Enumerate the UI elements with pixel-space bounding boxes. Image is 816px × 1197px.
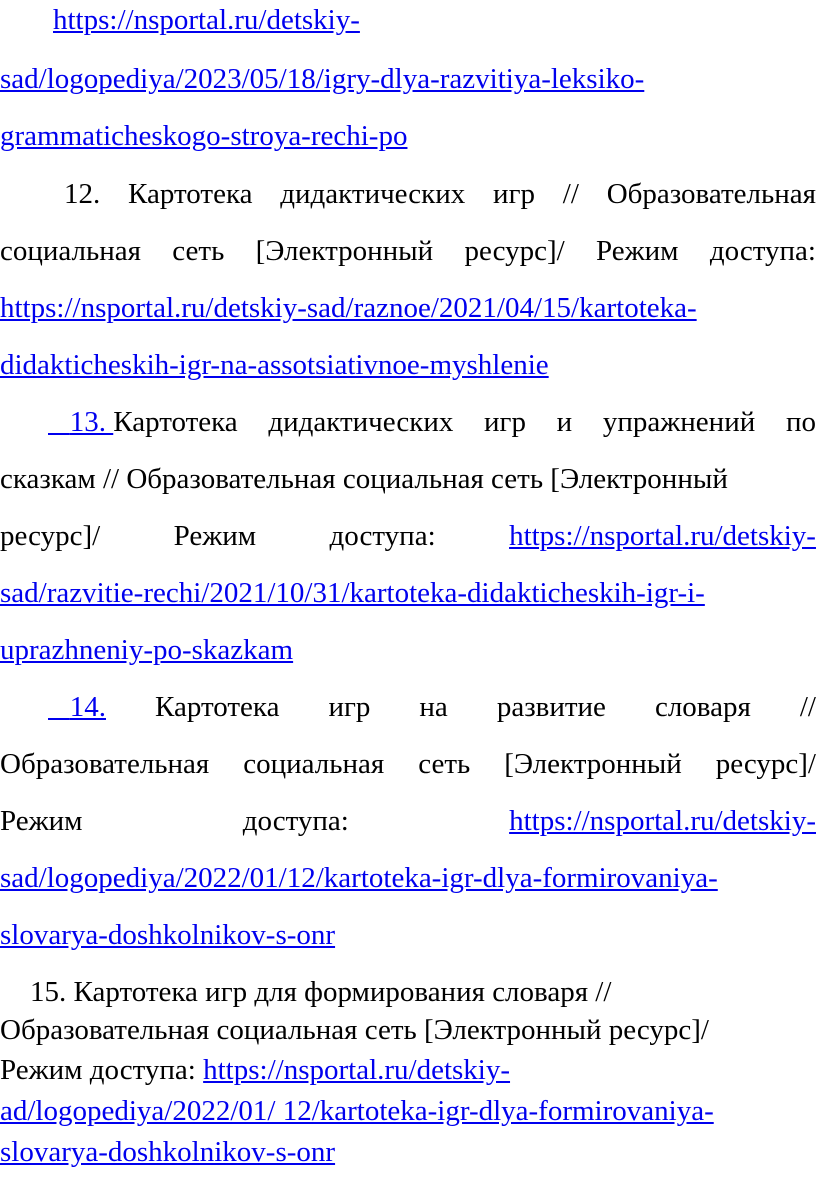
ref14-word: ресурс]/ xyxy=(715,748,816,780)
ref14-line-1 xyxy=(0,689,816,725)
ref15-line-3 xyxy=(0,1052,816,1088)
ref14-word: Образовательная xyxy=(0,748,210,780)
ref11-link-part-3[interactable]: grammaticheskogo-stroya-rechi-po xyxy=(0,120,408,152)
ref13-number: 13. xyxy=(69,406,106,438)
ref14-line-3 xyxy=(0,803,816,839)
ref15-line-1 xyxy=(0,974,816,1010)
ref12-link-part-1[interactable]: https://nsportal.ru/detskiy-sad/raznoe/2021/04/15/kartoteka- xyxy=(0,292,697,324)
ref12-url-line-2 xyxy=(0,347,816,383)
ref15-link-part-3[interactable]: slovarya-doshkolnikov-s-onr xyxy=(0,1136,336,1168)
ref12-word: социальная xyxy=(0,235,141,267)
ref14-word: развитие xyxy=(496,691,606,723)
ref13-url-line-2 xyxy=(0,575,816,611)
ref13-word: по xyxy=(785,406,816,438)
ref14-word: игр xyxy=(328,691,371,723)
ref13-text: сказкам // Образовательная социальная сеть [Электронный xyxy=(0,463,728,495)
ref13-word: дидактических xyxy=(268,406,454,438)
ref14-url-line-3 xyxy=(0,917,816,953)
ref14-link-part-2[interactable]: sad/logopediya/2022/01/12/kartoteka-igr-dlya-formirovaniya- xyxy=(0,862,718,894)
ref13-url-line-3 xyxy=(0,632,816,668)
ref15-url-line-3 xyxy=(0,1134,816,1170)
ref12-line-1 xyxy=(0,176,816,212)
ref13-number-group: 13. Картотека xyxy=(48,404,238,440)
ref12-word: // xyxy=(562,178,579,210)
ref12-word: доступа: xyxy=(709,235,816,267)
ref11-url-line-1 xyxy=(0,2,816,38)
ref13-line-3 xyxy=(0,518,816,554)
ref11-link-part-1[interactable]: https://nsportal.ru/detskiy- xyxy=(53,4,360,36)
ref11-url-line-3 xyxy=(0,118,816,154)
ref15-line-2 xyxy=(0,1012,816,1048)
ref12-word: [Электронный xyxy=(255,235,434,267)
ref15-link-part-1[interactable]: https://nsportal.ru/detskiy- xyxy=(203,1054,511,1086)
ref14-word: сеть xyxy=(418,748,471,780)
ref14-word: доступа: xyxy=(242,805,349,837)
ref12-link-part-2[interactable]: didakticheskih-igr-na-assotsiativnoe-myshlenie xyxy=(0,349,549,381)
ref12-word: ресурс]/ xyxy=(464,235,565,267)
ref13-link-part-2[interactable]: sad/razvitie-rechi/2021/10/31/kartoteka-didakticheskih-igr-i- xyxy=(0,577,705,609)
ref13-word: игр xyxy=(484,406,526,438)
ref14-line-2 xyxy=(0,746,816,782)
ref14-word: на xyxy=(419,691,448,723)
ref12-word: дидактических xyxy=(280,178,466,210)
ref13-word: ресурс]/ xyxy=(0,520,101,552)
ref14-link-part-3[interactable]: slovarya-doshkolnikov-s-onr xyxy=(0,919,336,951)
ref12-word: Картотека xyxy=(128,178,253,210)
ref13-word: упражнений xyxy=(602,406,756,438)
ref12-url-line-1 xyxy=(0,290,816,326)
ref15-text: 15. Картотека игр для формирования словаря // xyxy=(30,976,612,1008)
ref13-link-part-1[interactable]: https://nsportal.ru/detskiy- xyxy=(509,520,816,552)
ref14-word: Картотека xyxy=(155,691,280,723)
ref13-line-1 xyxy=(0,404,816,440)
ref15-link-part-2[interactable]: ad/logopediya/2022/01/ 12/kartoteka-igr-dlya-formirovaniya- xyxy=(0,1095,714,1127)
ref12-word: игр xyxy=(493,178,535,210)
ref13-word: доступа: xyxy=(329,520,436,552)
ref13-word: Режим xyxy=(173,520,257,552)
ref14-word: Режим xyxy=(0,805,83,837)
ref12-number: 12. xyxy=(64,178,101,210)
ref14-word: // xyxy=(799,691,816,723)
ref12-word: сеть xyxy=(172,235,225,267)
ref14-number: 14. xyxy=(69,691,106,723)
ref15-url-line-2 xyxy=(0,1093,816,1129)
ref14-url-line-2 xyxy=(0,860,816,896)
ref14-word: словаря xyxy=(654,691,751,723)
ref13-line-2 xyxy=(0,461,816,497)
ref12-word: Образовательная xyxy=(606,178,816,210)
ref14-word: [Электронный xyxy=(504,748,682,780)
ref11-link-part-2[interactable]: sad/logopediya/2023/05/18/igry-dlya-razvitiya-leksiko- xyxy=(0,63,645,95)
ref15-prefix: Режим доступа: xyxy=(0,1054,204,1086)
ref15-text: Образовательная социальная сеть [Электронный ресурс]/ xyxy=(0,1014,709,1046)
ref11-url-line-2 xyxy=(0,61,816,97)
ref14-word: социальная xyxy=(243,748,385,780)
ref13-link-part-3[interactable]: uprazhneniy-po-skazkam xyxy=(0,634,294,666)
ref13-word: и xyxy=(556,406,573,438)
ref12-word: Режим xyxy=(596,235,679,267)
ref12-line-2 xyxy=(0,233,816,269)
ref14-link-part-1[interactable]: https://nsportal.ru/detskiy- xyxy=(509,805,816,837)
